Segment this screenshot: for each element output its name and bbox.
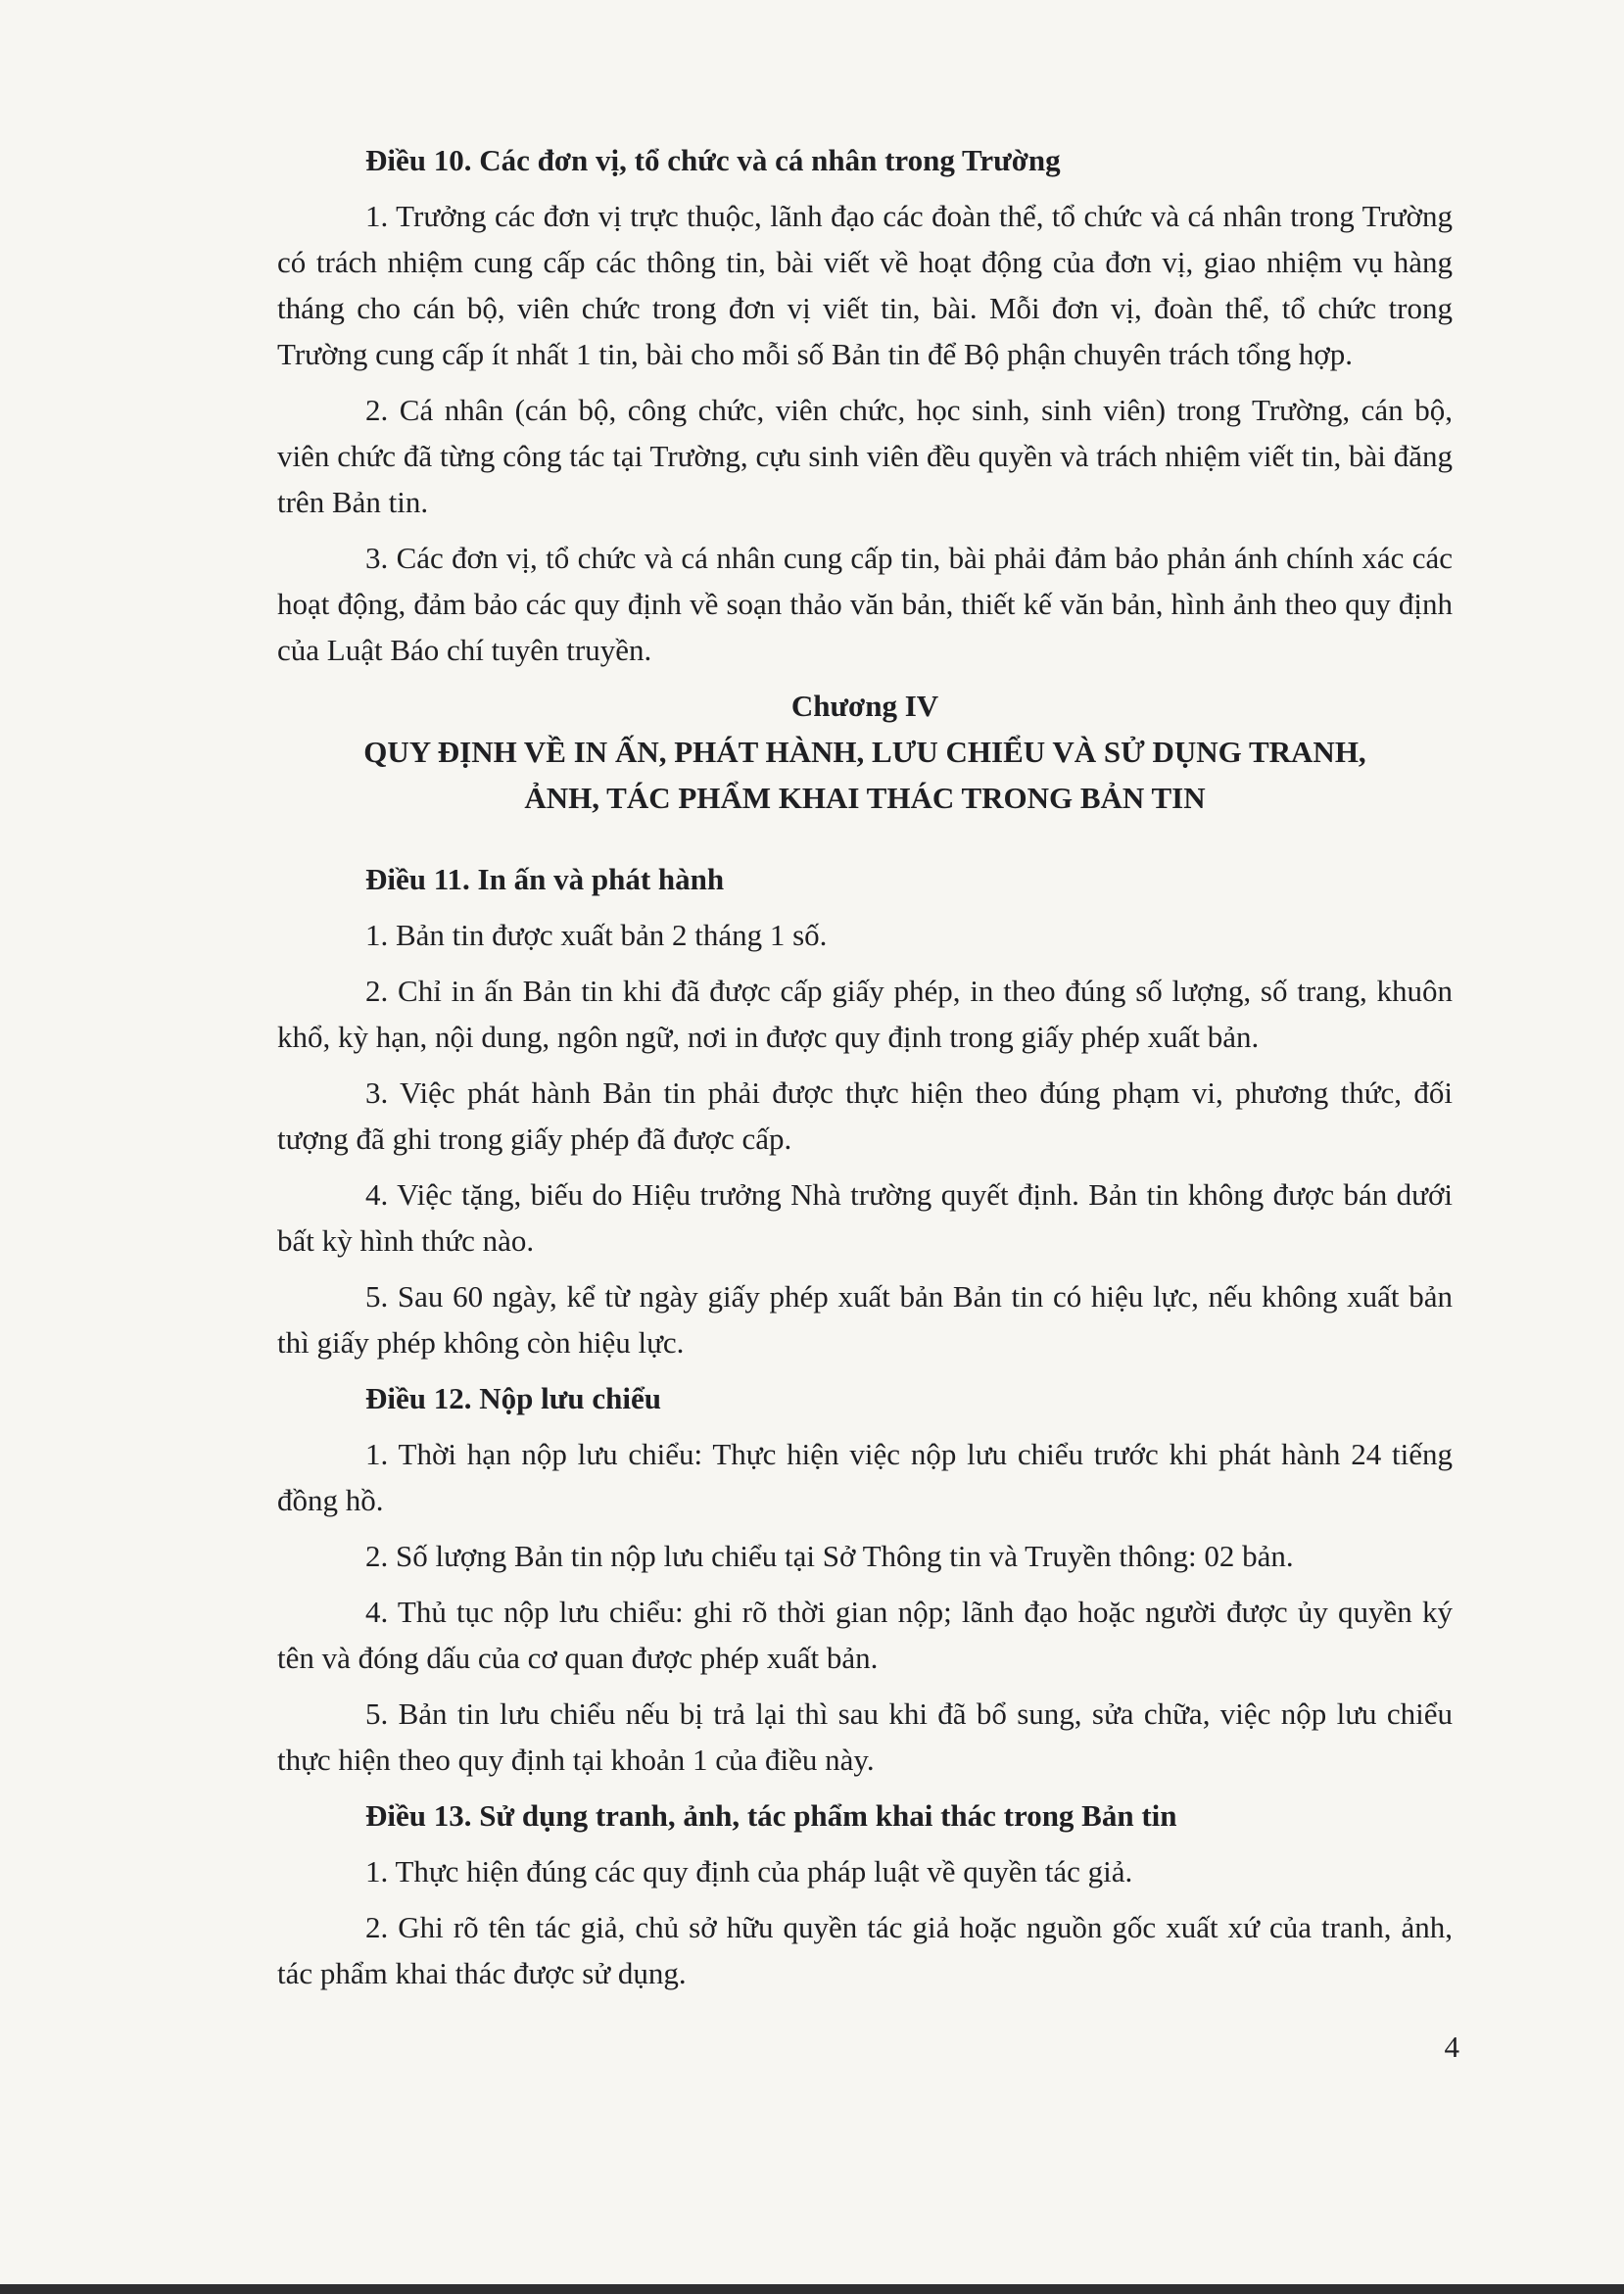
article-12-para-4: 5. Bản tin lưu chiểu nếu bị trả lại thì sau khi đã bổ sung, sửa chữa, việc nộp lưu chiểu thực hiện theo quy định tại khoản 1 của điều này. (277, 1697, 1453, 1777)
article-11-para-4: 4. Việc tặng, biếu do Hiệu trưởng Nhà trường quyết định. Bản tin không được bán dưới bất kỳ hình thức nào. (277, 1177, 1453, 1258)
chapter-title-line-1: QUY ĐỊNH VỀ IN ẤN, PHÁT HÀNH, LƯU CHIỂU VÀ SỬ DỤNG TRANH, (363, 735, 1366, 769)
document-body (277, 137, 1453, 2006)
article-13-title: Điều 13. Sử dụng tranh, ảnh, tác phẩm khai thác trong Bản tin (365, 1798, 1177, 1833)
article-10-para-1: 1. Trưởng các đơn vị trực thuộc, lãnh đạo các đoàn thể, tổ chức và cá nhân trong Trường có trách nhiệm cung cấp các thông tin, bài viết về hoạt động của đơn vị, giao nhiệm vụ hàng tháng cho cán bộ, viên chức trong đơn vị viết tin, bài. Mỗi đơn vị, đoàn thể, tổ chức trong Trường cung cấp ít nhất 1 tin, bài cho mỗi số Bản tin để Bộ phận chuyên trách tổng hợp. (277, 199, 1453, 371)
chapter-heading (277, 683, 1453, 821)
article-11-para-5: 5. Sau 60 ngày, kể từ ngày giấy phép xuất bản Bản tin có hiệu lực, nếu không xuất bản thì giấy phép không còn hiệu lực. (277, 1279, 1453, 1360)
article-13-para-1: 1. Thực hiện đúng các quy định của pháp luật về quyền tác giả. (365, 1854, 1133, 1888)
chapter-number: Chương IV (790, 689, 939, 723)
article-11-para-3: 3. Việc phát hành Bản tin phải được thực hiện theo đúng phạm vi, phương thức, đối tượng đã ghi trong giấy phép đã được cấp. (277, 1075, 1453, 1156)
article-11-para-1: 1. Bản tin được xuất bản 2 tháng 1 số. (365, 918, 828, 952)
article-10-para-3: 3. Các đơn vị, tổ chức và cá nhân cung cấp tin, bài phải đảm bảo phản ánh chính xác các hoạt động, đảm bảo các quy định về soạn thảo văn bản, thiết kế văn bản, hình ảnh theo quy định của Luật Báo chí tuyên truyền. (277, 541, 1453, 667)
article-10-para-2: 2. Cá nhân (cán bộ, công chức, viên chức, học sinh, sinh viên) trong Trường, cán bộ, viên chức đã từng công tác tại Trường, cựu sinh viên đều quyền và trách nhiệm viết tin, bài đăng trên Bản tin. (277, 393, 1453, 519)
scan-border (0, 2284, 1624, 2294)
article-10-title: Điều 10. Các đơn vị, tổ chức và cá nhân trong Trường (365, 143, 1061, 177)
article-12-para-1: 1. Thời hạn nộp lưu chiểu: Thực hiện việc nộp lưu chiểu trước khi phát hành 24 tiếng đồng hồ. (277, 1437, 1453, 1517)
article-11-title: Điều 11. In ấn và phát hành (365, 862, 725, 896)
article-12-para-3: 4. Thủ tục nộp lưu chiểu: ghi rõ thời gian nộp; lãnh đạo hoặc người được ủy quyền ký tên và đóng dấu của cơ quan được phép xuất bản. (277, 1595, 1453, 1675)
article-12-title: Điều 12. Nộp lưu chiểu (365, 1381, 661, 1415)
chapter-title-line-2: ẢNH, TÁC PHẨM KHAI THÁC TRONG BẢN TIN (524, 781, 1206, 815)
article-11-para-2: 2. Chỉ in ấn Bản tin khi đã được cấp giấy phép, in theo đúng số lượng, số trang, khuôn khổ, kỳ hạn, nội dung, ngôn ngữ, nơi in được quy định trong giấy phép xuất bản. (277, 974, 1453, 1054)
article-12-para-2: 2. Số lượng Bản tin nộp lưu chiểu tại Sở Thông tin và Truyền thông: 02 bản. (365, 1539, 1294, 1573)
article-13-para-2: 2. Ghi rõ tên tác giả, chủ sở hữu quyền tác giả hoặc nguồn gốc xuất xứ của tranh, ảnh, tác phẩm khai thác được sử dụng. (277, 1910, 1453, 1990)
page-number: 4 (1444, 2030, 1459, 2064)
